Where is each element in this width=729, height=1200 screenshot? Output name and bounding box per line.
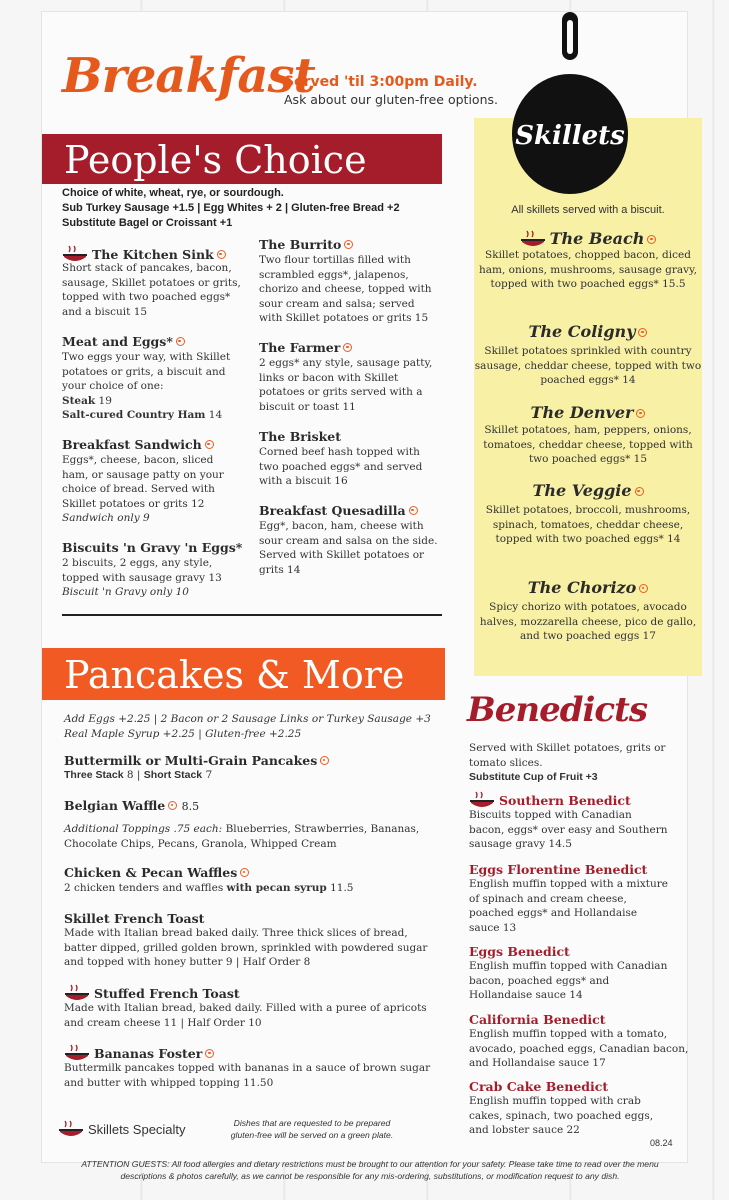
gluten-free-icon xyxy=(176,337,185,346)
benedict-title-eggs: Eggs Benedict xyxy=(469,944,570,959)
page-title: Breakfast xyxy=(62,48,315,104)
skillet-specialty-icon xyxy=(520,230,546,248)
item-desc-chicken-waffles: 2 chicken tenders and waffles with pecan syrup 11.5 xyxy=(64,882,354,894)
peoples-choice-banner: People's Choice xyxy=(42,134,442,184)
skillet-desc-beach: Skillet potatoes, chopped bacon, diced ham, onions, mushrooms, sausage gravy, topped with two poached eggs* 15.5 xyxy=(479,249,697,290)
benedict-desc-florentine: English muffin topped with a mixture of spinach and cream cheese, poached eggs* and Hollandaise sauce 13 xyxy=(469,878,668,934)
gluten-free-icon xyxy=(343,343,352,352)
benedicts-title: Benedicts xyxy=(467,690,647,730)
gluten-free-icon xyxy=(639,584,648,593)
skillet-title-beach: The Beach xyxy=(474,229,702,248)
gluten-free-icon xyxy=(344,240,353,249)
item-title-stuffed-french-toast: Stuffed French Toast xyxy=(64,984,240,1002)
item-title-chicken-waffles: Chicken & Pecan Waffles xyxy=(64,865,249,880)
benedict-title-california: California Benedict xyxy=(469,1012,606,1027)
skillet-specialty-icon xyxy=(469,791,495,809)
peoples-choice-intro: Choice of white, wheat, rye, or sourdough. Sub Turkey Sausage +1.5 | Egg Whites + 2 | Gluten-free Bread +2 Substitute Bagel or Croissant +1 xyxy=(62,187,400,229)
item-desc-quesadilla: Egg*, bacon, ham, cheese with sour cream and salsa on the side. Served with Skillet potatoes or grits 14 xyxy=(259,520,438,576)
allergy-attention-note: ATTENTION GUESTS: All food allergies and dietary restrictions must be brought to our attention for your safety. Please take time to read over the menu descriptions & photos carefully, as we cannot be responsible for any mis-ordering, substitutions, or modification request to any dish. xyxy=(81,1159,659,1181)
item-desc-biscuits-gravy: 2 biscuits, 2 eggs, any style, topped with sausage gravy 13 Biscuit 'n Gravy only 10 xyxy=(62,557,222,598)
skillet-specialty-icon xyxy=(64,984,90,1002)
skillet-pan-icon xyxy=(510,12,630,197)
gluten-free-note: Ask about our gluten-free options. xyxy=(284,92,498,107)
item-desc-bananas-foster: Buttermilk pancakes topped with bananas in a sauce of brown sugar and butter with whipped topping 11.50 xyxy=(64,1062,431,1089)
item-desc-farmer: 2 eggs* any style, sausage patty, links or bacon with Skillet potatoes or grits served with a biscuit or toast 11 xyxy=(259,357,433,413)
skillet-specialty-icon xyxy=(58,1120,84,1138)
item-title-bananas-foster: Bananas Foster xyxy=(64,1044,214,1062)
gluten-free-icon xyxy=(217,250,226,259)
item-title-kitchen-sink: The Kitchen Sink xyxy=(62,245,226,263)
pancakes-banner: Pancakes & More xyxy=(42,648,445,700)
item-title-quesadilla: Breakfast Quesadilla xyxy=(259,503,418,518)
gluten-free-icon xyxy=(205,1049,214,1058)
item-title-farmer: The Farmer xyxy=(259,340,352,355)
gluten-free-icon xyxy=(205,440,214,449)
item-desc-brisket: Corned beef hash topped with two poached eggs* and served with a biscuit 16 xyxy=(259,446,423,487)
item-desc-kitchen-sink: Short stack of pancakes, bacon, sausage, Skillet potatoes or grits, topped with two poached eggs* and a biscuit 15 xyxy=(62,262,241,318)
benedict-desc-southern: Biscuits topped with Canadian bacon, eggs* over easy and Southern sausage gravy 14.5 xyxy=(469,809,668,850)
item-title-belgian-waffle: Belgian Waffle 8.5 xyxy=(64,798,200,813)
item-desc-buttermilk: Three Stack 8 | Short Stack 7 xyxy=(64,769,213,781)
item-title-biscuits-gravy: Biscuits 'n Gravy 'n Eggs* xyxy=(62,540,243,555)
item-desc-burrito: Two flour tortillas filled with scrambled eggs*, jalapenos, chorizo and cheese, topped with sour cream and salsa; served with Skillet potatoes or grits 15 xyxy=(259,254,432,324)
gluten-free-icon xyxy=(320,756,329,765)
gluten-free-icon xyxy=(635,487,644,496)
benedicts-intro: Served with Skillet potatoes, grits or tomato slices. Substitute Cup of Fruit +3 xyxy=(469,742,666,783)
skillets-title: Skillets xyxy=(515,121,625,151)
gluten-free-icon xyxy=(647,235,656,244)
skillets-specialty-legend: Skillets Specialty xyxy=(58,1120,186,1138)
skillet-desc-chorizo: Spicy chorizo with potatoes, avocado halves, mozzarella cheese, pico de gallo, and two poached eggs 17 xyxy=(479,601,697,642)
skillet-desc-veggie: Skillet potatoes, broccoli, mushrooms, spinach, tomatoes, cheddar cheese, topped with two poached eggs* 14 xyxy=(485,504,691,545)
gluten-free-icon xyxy=(638,328,647,337)
item-title-breakfast-sandwich: Breakfast Sandwich xyxy=(62,437,214,452)
gluten-free-icon xyxy=(409,506,418,515)
item-desc-skillet-french-toast: Made with Italian bread baked daily. Three thick slices of bread, batter dipped, grilled golden brown, sprinkled with powdered sugar and topped with honey butter 9 | Half Order 8 xyxy=(64,927,428,968)
skillet-title-denver: The Denver xyxy=(474,403,702,422)
benedict-title-southern: Southern Benedict xyxy=(469,791,631,809)
served-hours: Served 'til 3:00pm Daily. xyxy=(284,74,478,90)
benedict-desc-eggs: English muffin topped with Canadian bacon, poached eggs* and Hollandaise sauce 14 xyxy=(469,960,668,1001)
gluten-free-plate-note: Dishes that are requested to be prepared gluten-free will be served on a green plate. xyxy=(230,1118,394,1140)
item-desc-meat-and-eggs: Two eggs your way, with Skillet potatoes or grits, a biscuit and your choice of one: Steak 19 Salt-cured Country Ham 14 xyxy=(62,351,231,421)
skillet-desc-coligny: Skillet potatoes sprinkled with country sausage, cheddar cheese, topped with two poached eggs* 14 xyxy=(474,345,702,386)
benedict-desc-crab-cake: English muffin topped with crab cakes, spinach, two poached eggs, and lobster sauce 22 xyxy=(469,1095,654,1136)
skillet-title-coligny: The Coligny xyxy=(474,322,702,341)
benedict-title-crab-cake: Crab Cake Benedict xyxy=(469,1079,609,1094)
item-title-skillet-french-toast: Skillet French Toast xyxy=(64,911,205,926)
skillet-title-chorizo: The Chorizo xyxy=(474,578,702,597)
item-title-meat-and-eggs: Meat and Eggs* xyxy=(62,334,185,349)
pancakes-intro: Add Eggs +2.25 | 2 Bacon or 2 Sausage Links or Turkey Sausage +3 Real Maple Syrup +2.25 | Gluten-free +2.25 xyxy=(64,713,431,740)
benedict-title-florentine: Eggs Florentine Benedict xyxy=(469,862,648,877)
skillets-note: All skillets served with a biscuit. xyxy=(511,204,665,216)
skillet-title-veggie: The Veggie xyxy=(474,481,702,500)
item-title-burrito: The Burrito xyxy=(259,237,353,252)
item-desc-stuffed-french-toast: Made with Italian bread, baked daily. Filled with a puree of apricots and cream cheese 11 | Half Order 10 xyxy=(64,1002,427,1029)
skillet-specialty-icon xyxy=(64,1044,90,1062)
gluten-free-icon xyxy=(636,409,645,418)
item-title-buttermilk: Buttermilk or Multi-Grain Pancakes xyxy=(64,753,329,768)
gluten-free-icon xyxy=(168,801,177,810)
menu-version-code: 08.24 xyxy=(650,1138,673,1148)
benedict-desc-california: English muffin topped with a tomato, avocado, poached eggs, Canadian bacon, and Hollandaise sauce 17 xyxy=(469,1028,689,1069)
item-desc-breakfast-sandwich: Eggs*, cheese, bacon, sliced ham, or sausage patty on your choice of bread. Served with Skillet potatoes or grits 12 Sandwich only 9 xyxy=(62,454,224,524)
section-divider xyxy=(62,614,442,616)
item-desc-toppings: Additional Toppings .75 each: Blueberries, Strawberries, Bananas, Chocolate Chips, Pecans, Granola, Whipped Cream xyxy=(64,823,420,850)
gluten-free-icon xyxy=(240,868,249,877)
skillet-desc-denver: Skillet potatoes, ham, peppers, onions, tomatoes, cheddar cheese, topped with two poached eggs* 15 xyxy=(483,424,693,465)
item-title-brisket: The Brisket xyxy=(259,429,342,444)
